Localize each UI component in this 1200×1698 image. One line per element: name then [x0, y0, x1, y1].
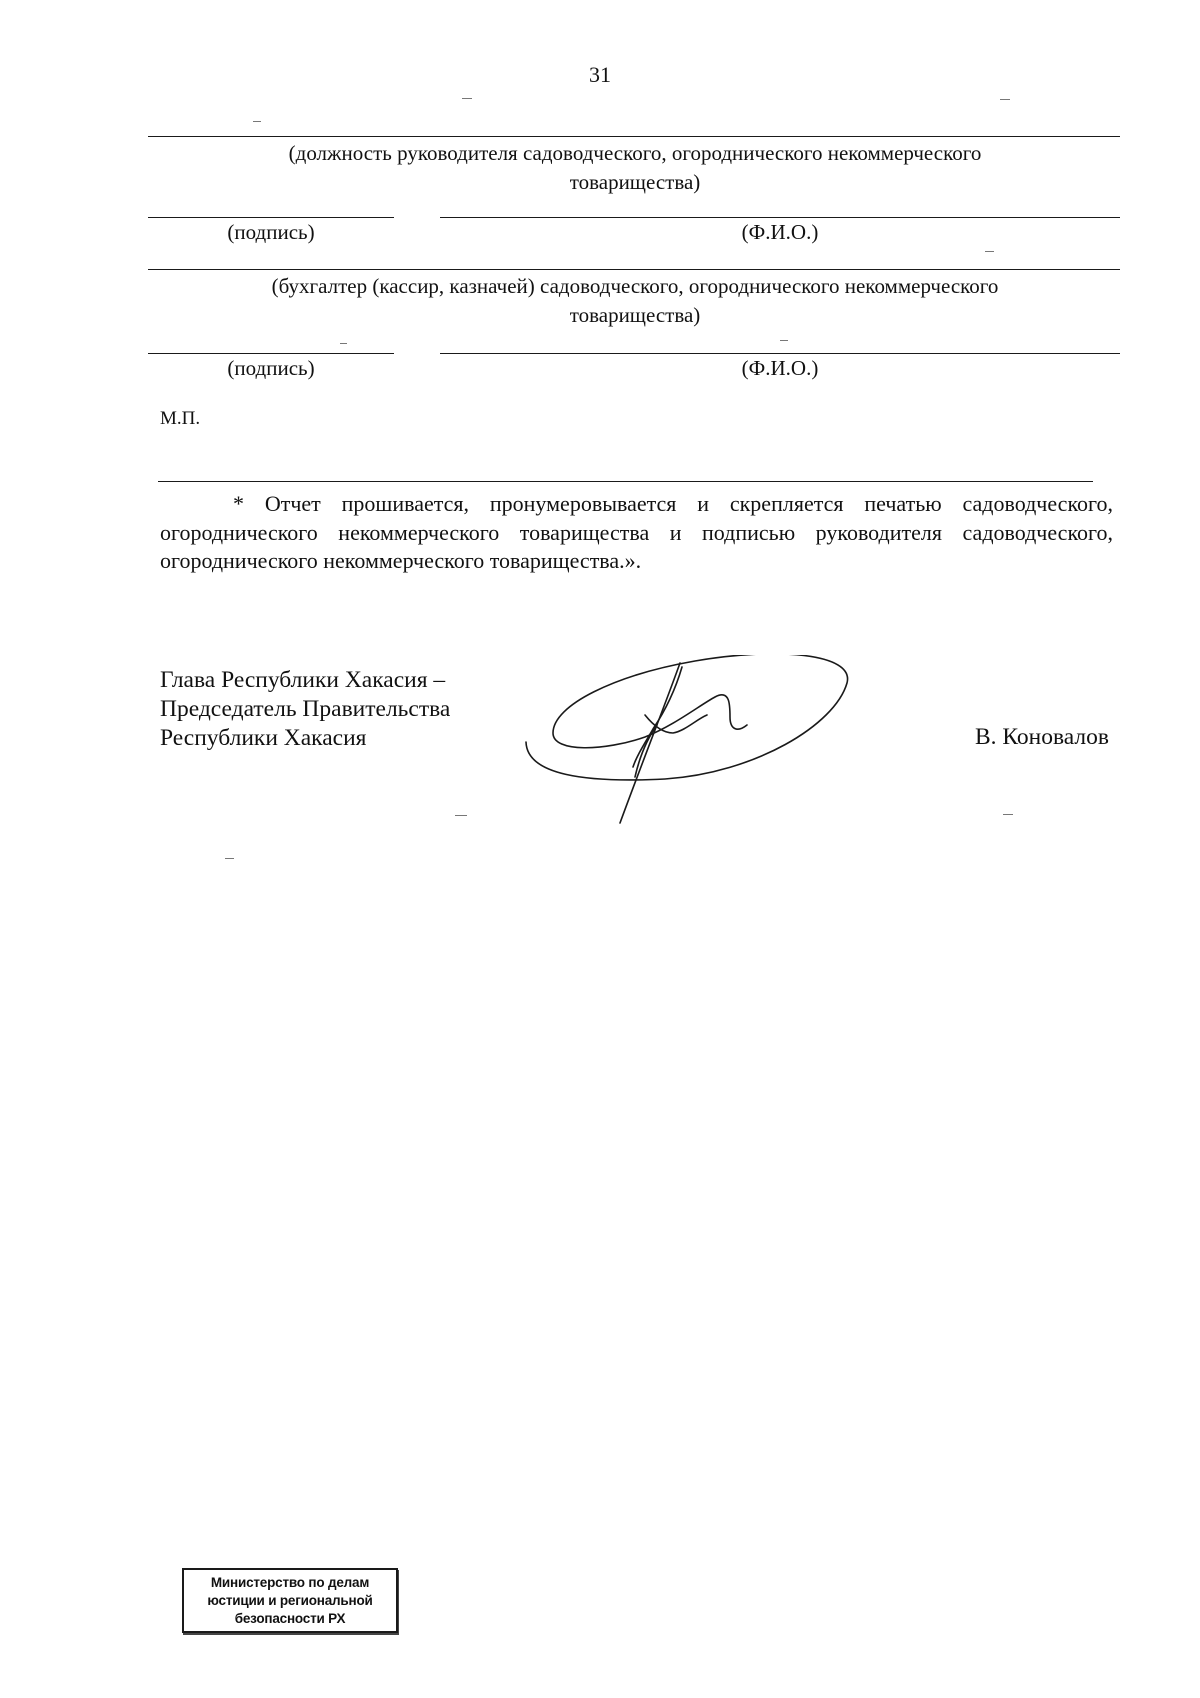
signatory-name: В. Коновалов: [974, 724, 1109, 750]
signatory-title-line: Председатель Правительства: [160, 696, 451, 722]
signatory-title-line: Республики Хакасия: [160, 725, 367, 751]
ministry-stamp: [182, 1568, 398, 1633]
scan-speck: [1000, 99, 1010, 100]
handwritten-signature: [525, 655, 855, 845]
scan-speck: [1003, 814, 1013, 815]
scan-speck: [462, 98, 472, 99]
stamp-line: юстиции и региональной: [207, 1593, 373, 1608]
scan-speck: [340, 343, 347, 344]
name-caption: (Ф.И.О.): [741, 356, 819, 380]
position-caption: (должность руководителя садоводческого, огороднического некоммерческого товарищества): [288, 141, 982, 194]
position-line: [148, 136, 1120, 137]
signatory-title: [160, 666, 450, 753]
accountant-caption: (бухгалтер (кассир, казначей) садоводческого, огороднического некоммерческого товарищества): [271, 274, 999, 327]
scan-speck: [225, 858, 234, 859]
scan-speck: [780, 340, 788, 341]
signatory-title-line: Глава Республики Хакасия –: [160, 667, 446, 693]
stamp-line: безопасности РХ: [234, 1611, 346, 1626]
signature-caption: (подпись): [227, 356, 315, 380]
scan-speck: [253, 121, 261, 122]
footnote-text: * Отчет прошивается, пронумеровывается и скрепляется печатью садоводческого, огороднического некоммерческого товарищества и подписью руководителя садоводческого, огороднического некоммерческого товарищества.».: [160, 491, 1113, 573]
seal-place-label: М.П.: [160, 408, 201, 429]
signature-caption: (подпись): [227, 220, 315, 244]
page-number: 31: [589, 62, 611, 87]
footnote-separator: [158, 481, 1093, 482]
stamp-line: Министерство по делам: [210, 1575, 370, 1590]
scan-speck: [455, 815, 467, 816]
scan-speck: [985, 251, 994, 252]
accountant-line: [148, 269, 1120, 270]
name-caption: (Ф.И.О.): [741, 220, 819, 244]
